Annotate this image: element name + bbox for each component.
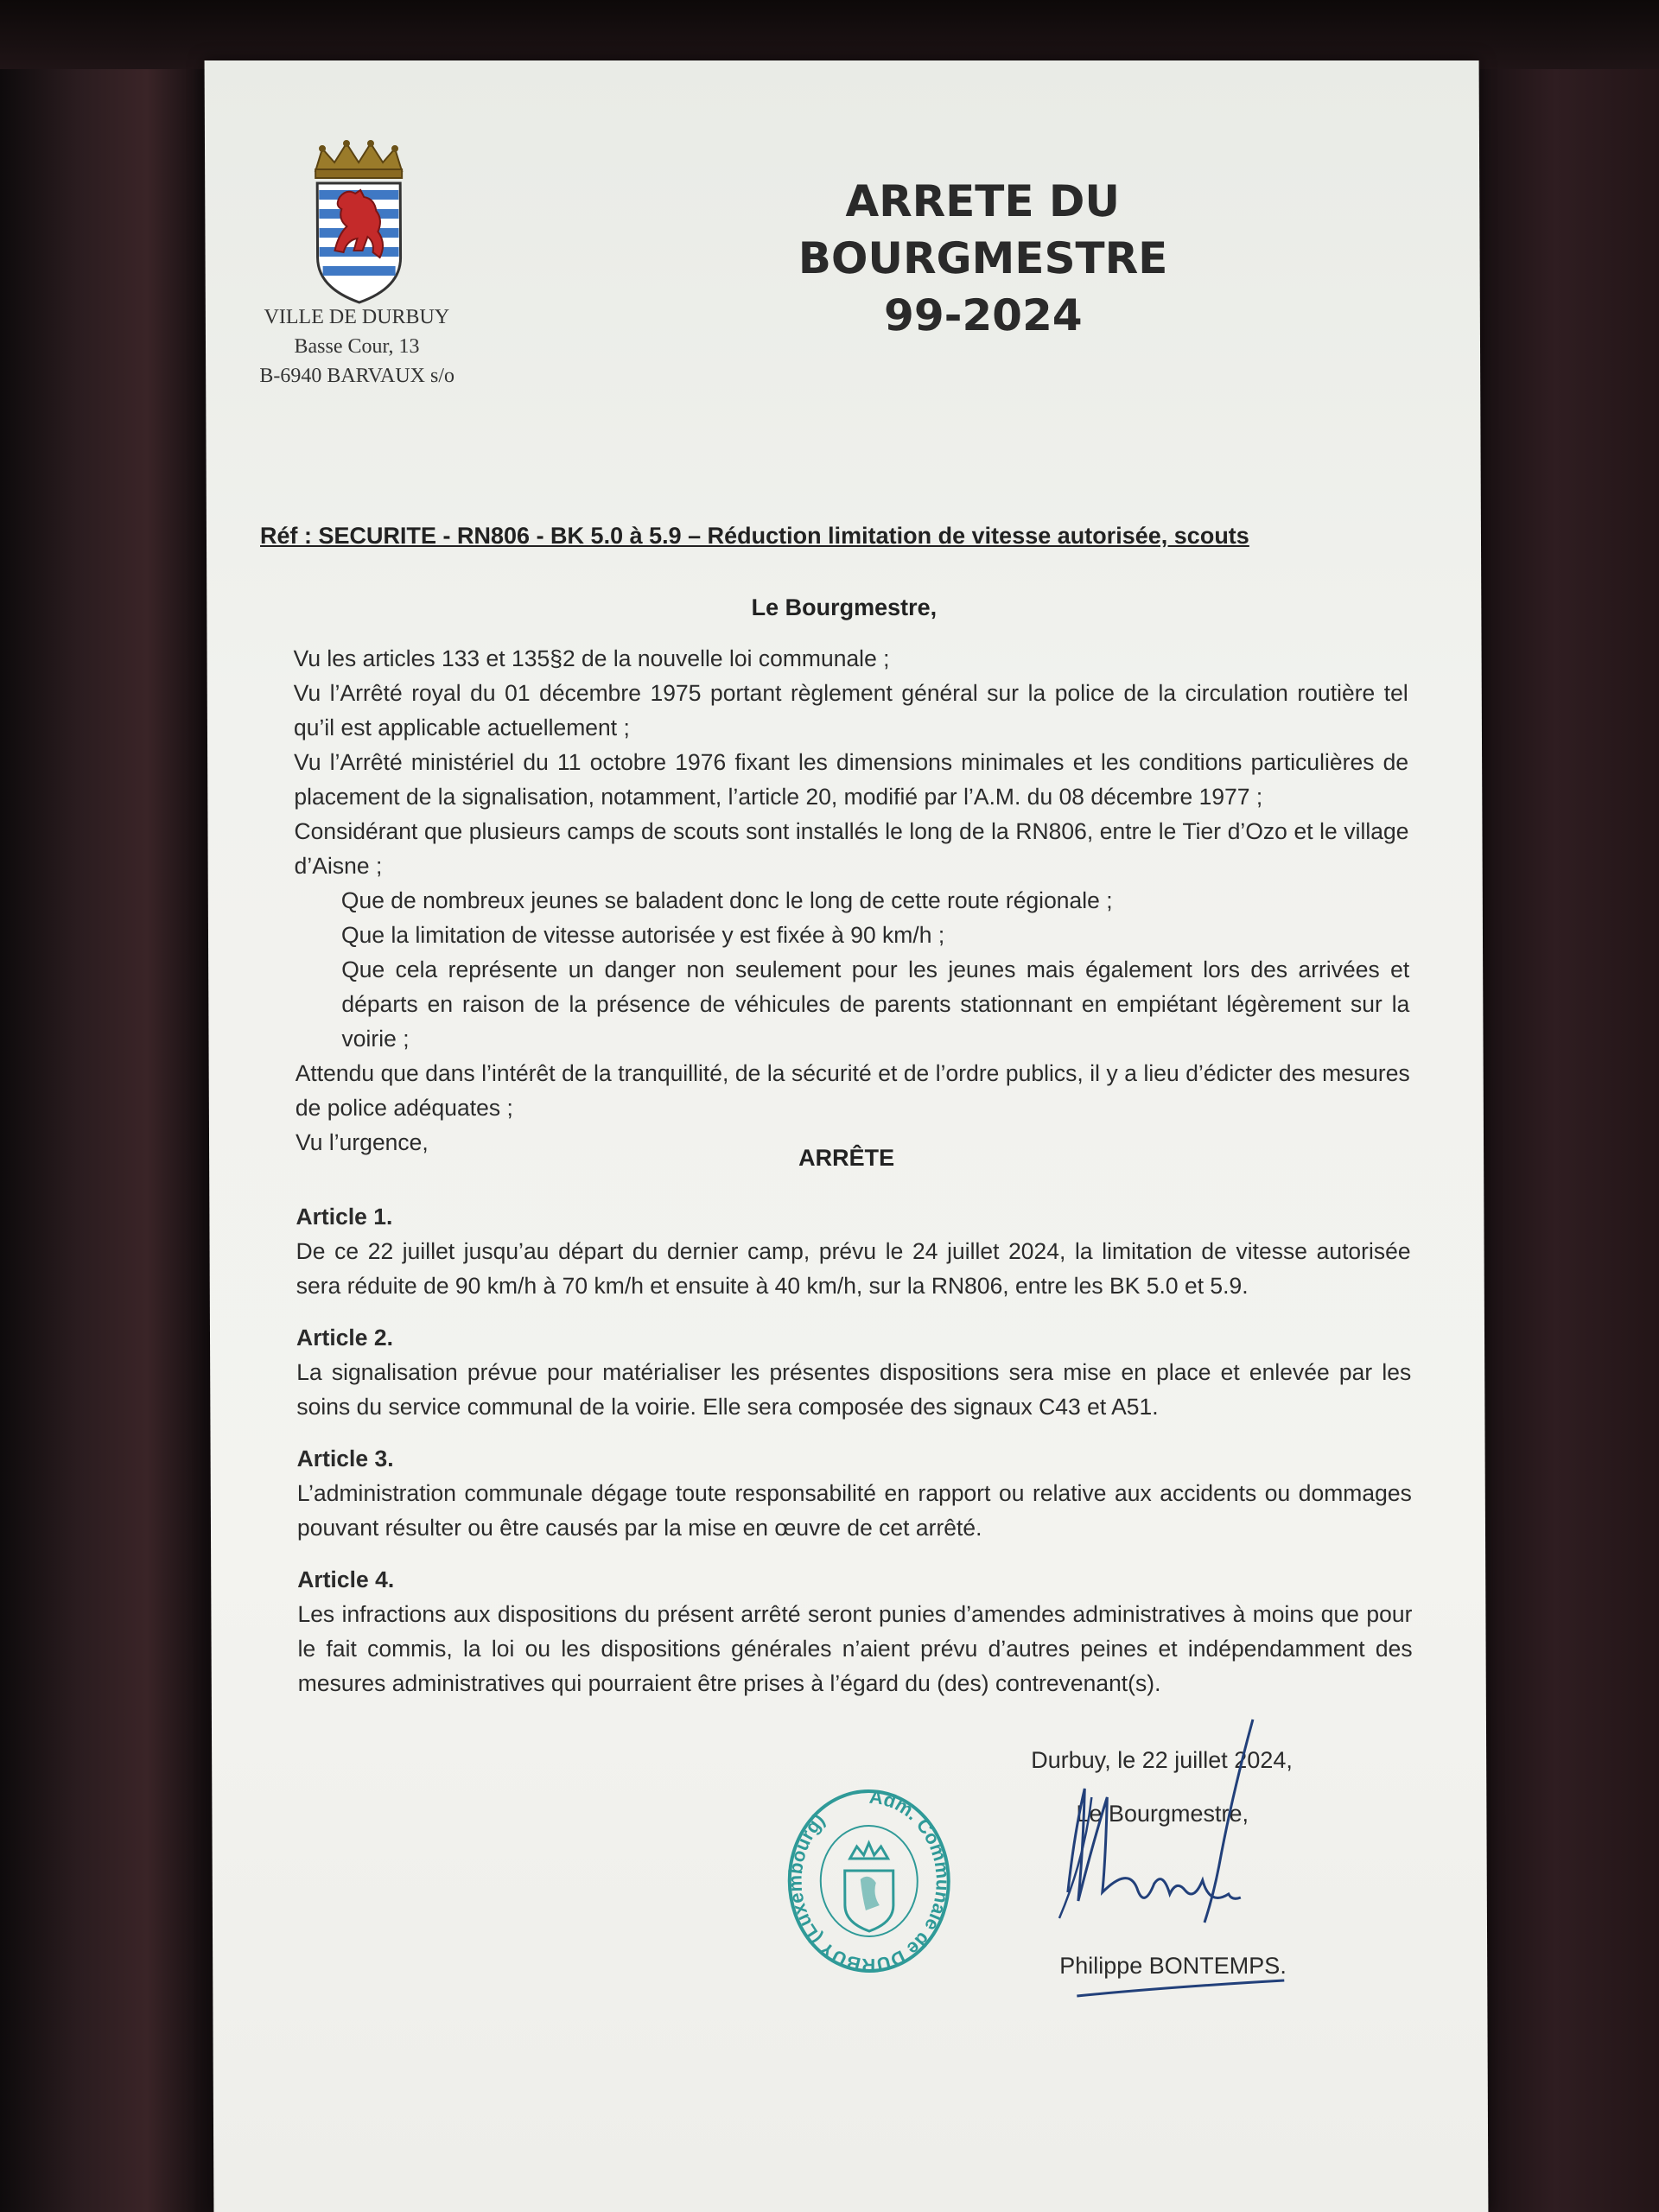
town-address — [240, 302, 474, 391]
preamble-line: Vu l’Arrêté royal du 01 décembre 1975 portant règlement général sur la police de la circulation routière tel qu’il est applicable actuellement ; — [293, 680, 1408, 741]
article-2 — [296, 1320, 1412, 1424]
preamble-line: Vu l’Arrêté ministériel du 11 octobre 1976 fixant les dimensions minimales et les conditions particulières de placement de la signalisation, notamment, l’article 20, modifié par l’A.M. du 08 décembre 1977 ; — [294, 749, 1409, 810]
preamble-indented-line: Que la limitation de vitesse autorisée y est fixée à 90 km/h ; — [340, 922, 945, 948]
reference-line: Réf : SECURITE - RN806 - BK 5.0 à 5.9 – Réduction limitation de vitesse autorisée, scouts — [259, 523, 1249, 549]
document-title — [671, 173, 1294, 344]
decision-heading: ARRÊTE — [798, 1145, 895, 1171]
article-title: Article 4. — [297, 1567, 395, 1592]
town-name: VILLE DE DURBUY — [264, 306, 450, 328]
display-case-top-frame — [0, 0, 1659, 69]
preamble-closing-line: Attendu que dans l’intérêt de la tranquillité, de la sécurité et de l’ordre publics, il y a lieu d’édicter des mesures de police adéquates ; — [295, 1060, 1410, 1121]
article-text: La signalisation prévue pour matérialiser les présentes dispositions sera mise en place et enlevée par les soins du service communal de la voirie. Elle sera composée des signaux C43 et A51. — [296, 1359, 1412, 1420]
stamp-icon — [782, 1776, 956, 1983]
signature-name: Philippe BONTEMPS. — [1059, 1953, 1287, 1979]
preamble-line: Considérant que plusieurs camps de scouts sont installés le long de la RN806, entre le Tier d’Ozo et le village d’Aisne ; — [294, 818, 1409, 879]
preamble-indented-line: Que de nombreux jeunes se baladent donc le long de cette route régionale ; — [340, 887, 1113, 913]
article-title: Article 1. — [296, 1204, 393, 1230]
handwritten-signature — [1024, 1702, 1475, 2031]
articles-list — [296, 1199, 1413, 1718]
stamp-text: Adm. Communale de DURBUY (Luxembourg) — [784, 1785, 954, 1977]
article-1 — [296, 1199, 1411, 1303]
article-4 — [297, 1562, 1413, 1700]
preamble-text — [293, 641, 1410, 1160]
preamble-indented-line: Que cela représente un danger non seulement pour les jeunes mais également lors des arrivées et départs en raison de la présence de véhicules de parents stationnant en empiétant légèrement sur la voirie ; — [341, 957, 1410, 1052]
coat-of-arms-logo — [307, 137, 411, 309]
signature-role: Le Bourgmestre, — [1076, 1801, 1249, 1827]
municipal-stamp — [782, 1776, 956, 1983]
article-text: L’administration communale dégage toute responsabilité en rapport ou relative aux accidents ou dommages pouvant résulter ou être causés par la mise en œuvre de cet arrêté. — [296, 1480, 1412, 1541]
article-text: Les infractions aux dispositions du présent arrêté seront punies d’amendes administratives à moins que pour le fait commis, la loi ou les dispositions générales n’aient prévu d’autres peines et indépendamment des mesures administratives qui pourraient être prises à l’égard du (des) contrevenant(s). — [297, 1601, 1413, 1696]
article-3 — [297, 1441, 1413, 1545]
article-text: De ce 22 juillet jusqu’au départ du dernier camp, prévu le 24 juillet 2024, la limitation de vitesse autorisée sera réduite de 90 km/h à 70 km/h et ensuite à 40 km/h, sur la RN806, entre les BK 5.0 et 5.9. — [296, 1238, 1411, 1299]
preamble-closing-line: Vu l’urgence, — [295, 1129, 429, 1155]
article-title: Article 2. — [296, 1325, 394, 1351]
title-line-2: 99-2024 — [883, 290, 1083, 340]
title-line-1: ARRETE DU BOURGMESTRE — [798, 176, 1168, 283]
signature-place-date: Durbuy, le 22 juillet 2024, — [1031, 1747, 1293, 1773]
address-line-1: Basse Cour, 13 — [294, 335, 420, 358]
article-title: Article 3. — [296, 1446, 394, 1471]
preamble-heading: Le Bourgmestre, — [751, 594, 938, 620]
document-page — [205, 60, 1489, 2212]
coat-of-arms-icon — [307, 137, 411, 309]
address-line-2: B-6940 BARVAUX s/o — [259, 365, 455, 387]
preamble-line: Vu les articles 133 et 135§2 de la nouvelle loi communale ; — [293, 645, 890, 671]
